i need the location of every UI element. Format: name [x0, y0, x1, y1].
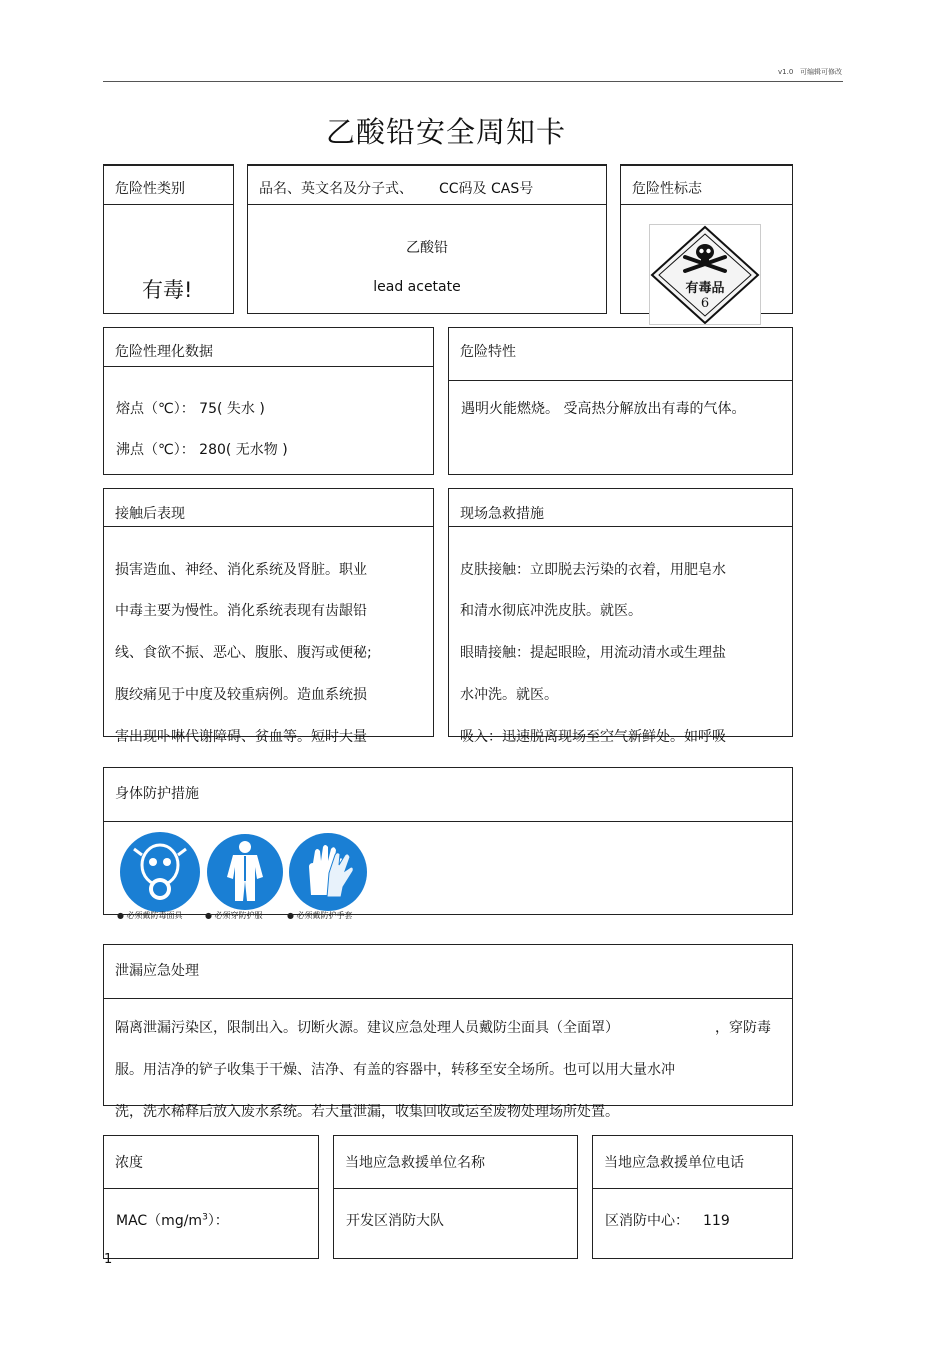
diamond-class-number: 6 — [700, 296, 710, 311]
chemical-en-name: lead acetate — [373, 279, 461, 295]
spill-line-1a: 隔离泄漏污染区，限制出入。切断火源。建议应急处理人员戴防尘面具（全面罩） — [115, 1020, 619, 1036]
hazard-class-box — [103, 164, 234, 314]
identity-label — [248, 166, 606, 205]
identity-label-part2: CC码及 CAS号 — [439, 181, 534, 197]
rescue-phone-value — [605, 1210, 730, 1230]
boiling-point: 沸点（℃）： 280( 无水物 ) — [116, 442, 288, 458]
concentration-value — [116, 1210, 229, 1230]
exposure-line: 害出现卟啉代谢障碍、贫血等。短时大量 — [115, 729, 367, 745]
first-aid-line: 和清水彻底冲洗皮肤。就医。 — [460, 603, 642, 619]
concentration-label: 浓度 — [104, 1136, 318, 1189]
hazard-props-text: 遇明火能燃烧。 受高热分解放出有毒的气体。 — [461, 401, 746, 417]
version: v1.0 — [778, 68, 794, 76]
protection-label: 身体防护措施 — [104, 768, 792, 822]
rescue-phone-box — [592, 1135, 793, 1259]
hazard-class-value: 有毒! — [142, 278, 193, 302]
melting-point: 熔点（℃）： 75( 失水 ) — [116, 401, 265, 417]
exposure-line: 中毒主要为慢性。消化系统表现有齿龈铅 — [115, 603, 367, 619]
exposure-text — [103, 488, 434, 748]
gloves-caption: ● 必须戴防护手套 — [287, 911, 353, 920]
gas-mask-icon — [117, 831, 203, 917]
editable-note: 可编辑可修改 — [799, 68, 842, 76]
hazard-props-box — [448, 327, 793, 475]
mac-superscript: 3 — [202, 1212, 208, 1223]
rescue-unit-box — [333, 1135, 578, 1259]
rescue-phone-label: 当地应急救援单位电话 — [593, 1136, 792, 1189]
spill-label: 泄漏应急处理 — [104, 945, 792, 999]
first-aid-line: 水冲洗。就医。 — [460, 687, 558, 703]
physchem-box — [103, 327, 434, 475]
rescue-unit-label: 当地应急救援单位名称 — [334, 1136, 577, 1189]
hazard-class-label: 危险性类别 — [104, 166, 233, 205]
exposure-line: 线、食欲不振、恶心、腹胀、腹泻或便秘; — [115, 645, 372, 661]
page-number: 1 — [104, 1252, 113, 1267]
mac-prefix: MAC（mg/m — [116, 1213, 203, 1229]
spill-line-2: 服。用洁净的铲子收集于干燥、洁净、有盖的容器中，转移至安全场所。也可以用大量水冲 — [115, 1062, 675, 1078]
exposure-label: 接触后表现 — [104, 489, 433, 527]
first-aid-line: 眼睛接触：提起眼睑，用流动清水或生理盐 — [460, 645, 726, 661]
page-title: 乙酸铅安全周知卡 — [325, 115, 566, 149]
toxic-diamond-icon — [649, 224, 761, 325]
first-aid-line: 吸入：迅速脱离现场至空气新鲜处。如呼吸 — [460, 729, 726, 745]
diamond-text: 有毒品 — [685, 281, 725, 296]
chemical-cn-name: 乙酸铅 — [406, 240, 448, 256]
physchem-label: 危险性理化数据 — [104, 328, 433, 367]
first-aid-label: 现场急救措施 — [449, 489, 792, 527]
rescue-phone-name: 区消防中心： — [605, 1213, 689, 1229]
hazard-props-label: 危险特性 — [449, 328, 792, 381]
spill-text — [103, 944, 793, 1124]
spill-line-3: 洗，洗水稀释后放入废水系统。若大量泄漏，收集回收或运至废物处理场所处置。 — [115, 1104, 619, 1120]
gas-mask-caption: ● 必须戴防毒面具 — [117, 911, 183, 920]
exposure-line: 损害造血、神经、消化系统及肾脏。职业 — [115, 562, 367, 578]
hazard-mark-label: 危险性标志 — [621, 166, 792, 205]
exposure-line: 腹绞痛见于中度及较重病例。造血系统损 — [115, 687, 367, 703]
spill-line-1b: ，穿防毒 — [715, 1020, 771, 1036]
mac-suffix: ）： — [207, 1213, 229, 1229]
version-label — [778, 67, 842, 77]
rescue-phone-number: 119 — [703, 1213, 730, 1229]
first-aid-text — [448, 488, 793, 748]
identity-box — [247, 164, 607, 314]
concentration-box — [103, 1135, 319, 1259]
header-rule — [103, 81, 843, 82]
protective-suit-caption: ● 必须穿防护服 — [205, 911, 263, 920]
gloves-icon — [287, 831, 373, 917]
rescue-unit-value: 开发区消防大队 — [346, 1213, 444, 1229]
protective-suit-icon — [205, 831, 291, 917]
first-aid-line: 皮肤接触：立即脱去污染的衣着，用肥皂水 — [460, 562, 726, 578]
identity-label-part1: 品名、英文名及分子式、 — [259, 181, 413, 197]
